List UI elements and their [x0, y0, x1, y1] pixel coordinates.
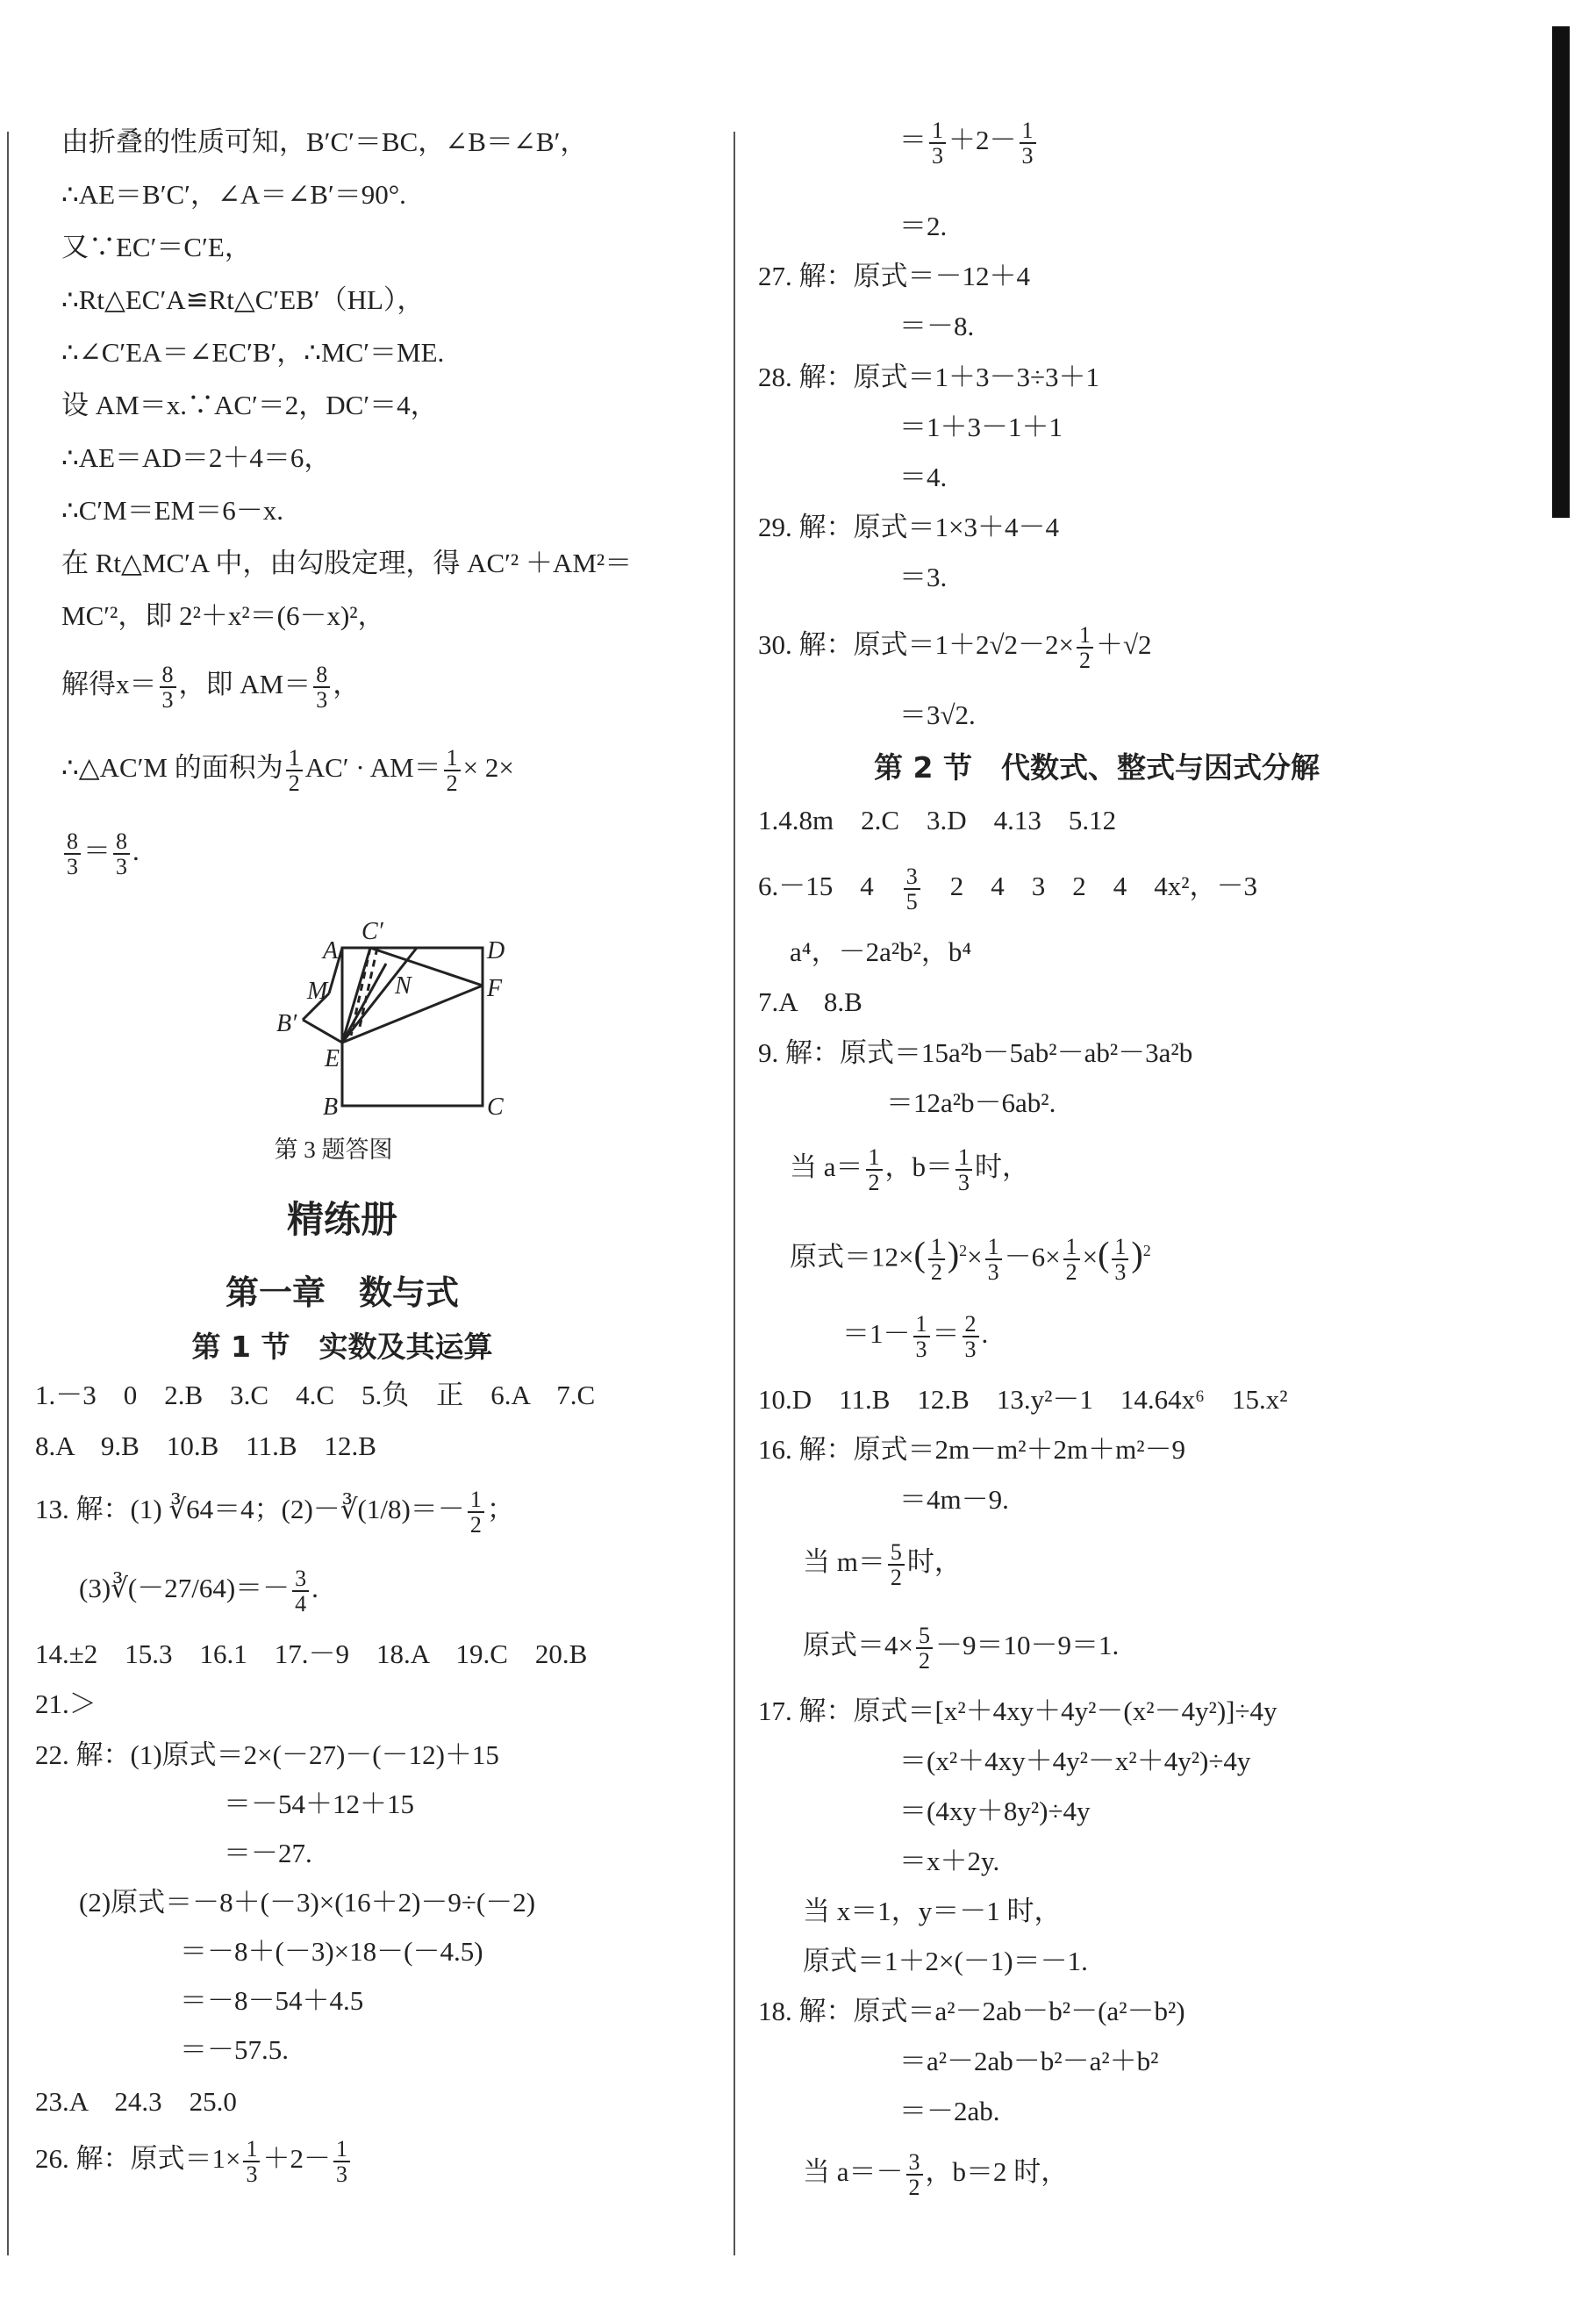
label-d: D	[487, 937, 505, 964]
q13-line: 13. 解：(1) ∛64＝4；(2)－∛(1/8)＝－ $\frac{1}{2}$ ；	[35, 1486, 514, 1538]
answer-line: 8.A 9.B 10.B 11.B 12.B	[35, 1430, 376, 1461]
q29-line: 29. 解：原式＝1×3＋4－4	[758, 512, 1059, 542]
book-title: 精练册	[286, 1198, 397, 1241]
fraction: $\frac{8}{3}$	[113, 829, 130, 879]
q30-line: 30. 解：原式＝1＋2√2－2× $\frac{1}{2}$ ＋√2	[758, 621, 1152, 673]
text-line: 在 Rt△MC′A 中，由勾股定理，得 AC′² ＋AM²＝	[61, 548, 633, 578]
answer-line: 14.±2 15.3 16.1 17.－9 18.A 19.C 20.B	[35, 1638, 588, 1669]
q13-line-3: (3)∛(－27/64)＝－ $\frac{3}{4}$ .	[79, 1565, 318, 1617]
fraction: $\frac{8}{3}$	[160, 663, 176, 713]
q27-line: 27. 解：原式＝－12＋4	[758, 261, 1030, 291]
q17-line: ＝(x²＋4xy＋4y²－x²＋4y²)÷4y	[899, 1746, 1251, 1776]
q9-when: 当 a＝ $\frac{1}{2}$ ，b＝ $\frac{1}{3}$ 时，	[790, 1144, 1030, 1195]
q16-line: ＝4m－9.	[899, 1484, 1009, 1515]
text-line: ∴Rt△EC′A≌Rt△C′EB′（HL），	[61, 284, 425, 315]
q6-line-2: a⁴，－2a²b²，b⁴	[790, 936, 972, 967]
q9-line: ＝12a²b－6ab².	[886, 1087, 1056, 1118]
q28-line: ＝4.	[899, 462, 948, 492]
fraction: $\frac{1}{2}$	[1077, 623, 1093, 673]
q17-line: ＝x＋2y.	[899, 1846, 1000, 1876]
q18-when: 当 a＝－ $\frac{3}{2}$ ，b＝2 时，	[803, 2148, 1069, 2200]
q28-line: 28. 解：原式＝1＋3－3÷3＋1	[758, 362, 1100, 392]
fraction: $\frac{3}{2}$	[906, 2150, 923, 2200]
fraction: $\frac{3}{4}$	[292, 1567, 309, 1617]
column-divider	[734, 132, 735, 2255]
text-line: ∴AE＝AD＝2＋4＝6，	[61, 442, 332, 473]
fraction: $\frac{1}{2}$	[286, 746, 303, 796]
fraction: $\frac{1}{3}$	[955, 1145, 972, 1195]
fraction: $\frac{1}{3}$	[913, 1312, 930, 1362]
text-line: MC′²，即 2²＋x²＝(6－x)²，	[61, 600, 385, 631]
label-c1: C′	[361, 918, 383, 945]
text-line: 又∵EC′＝C′E，	[61, 232, 252, 262]
area-line: ∴△AC′M 的面积为 $\frac{1}{2}$ AC′ · AM＝ $\frac{1}{2}$ × 2×	[61, 744, 514, 796]
q9-result: ＝1－ $\frac{1}{3}$ ＝ $\frac{2}{3}$ .	[842, 1310, 989, 1362]
section-title: 第 1 节 实数及其运算	[191, 1330, 493, 1364]
q16-eval: 原式＝4× $\frac{5}{2}$ －9＝10－9＝1.	[803, 1622, 1120, 1674]
label-c: C	[487, 1093, 504, 1121]
label-b: B	[323, 1093, 339, 1121]
q17-line: ＝(4xy＋8y²)÷4y	[899, 1796, 1091, 1826]
answer-line: 23.A 24.3 25.0	[35, 2086, 237, 2117]
text-line: ＝2.	[899, 211, 948, 241]
label-a: A	[323, 937, 339, 964]
q22-line: ＝－8－54＋4.5	[180, 1985, 364, 2016]
q22-line: (2)原式＝－8＋(－3)×(16＋2)－9÷(－2)	[79, 1887, 536, 1918]
text-line: ∴C′M＝EM＝6－x.	[61, 495, 283, 526]
fraction: $\frac{3}{5}$	[904, 864, 920, 914]
q26-line: 26. 解：原式＝1× $\frac{1}{3}$ ＋2－ $\frac{1}{3}$	[35, 2124, 353, 2194]
answer-line: 21.＞	[35, 1688, 97, 1719]
label-e: E	[325, 1045, 340, 1072]
q26-cont: ＝ $\frac{1}{3}$ ＋2－ $\frac{1}{3}$	[899, 105, 1039, 176]
q22-line: ＝－57.5.	[180, 2034, 289, 2065]
answer-line: 1.4.8m 2.C 3.D 4.13 5.12	[758, 805, 1117, 835]
q29-line: ＝3.	[899, 562, 948, 592]
label-m: M	[307, 978, 328, 1005]
fraction: $\frac{1}{3}$	[333, 2137, 350, 2187]
fraction: $\frac{5}{2}$	[916, 1624, 933, 1674]
fraction: $\frac{1}{2}$	[468, 1488, 484, 1538]
area-line-2: $\frac{8}{3}$ ＝ $\frac{8}{3}$ .	[61, 816, 140, 886]
q6-line: 6.－15 4 $\frac{3}{5}$ 2 4 3 2 4 4x²，－3	[758, 863, 1258, 914]
geometry-figure	[254, 895, 535, 1132]
q17-line: 原式＝1＋2×(－1)＝－1.	[803, 1946, 1088, 1976]
q30-result: ＝3√2.	[899, 699, 976, 730]
fraction: $\frac{1}{3}$	[929, 118, 946, 168]
q17-line: 当 x＝1，y＝－1 时，	[803, 1896, 1062, 1926]
fraction: $\frac{1}{2}$	[928, 1235, 945, 1285]
fraction: $\frac{8}{3}$	[64, 829, 81, 879]
fraction: $\frac{1}{2}$	[866, 1145, 883, 1195]
q16-when: 当 m＝ $\frac{5}{2}$ 时，	[803, 1538, 962, 1590]
text-line: ∴∠C′EA＝∠EC′B′，∴MC′＝ME.	[61, 337, 445, 368]
answer-line: 10.D 11.B 12.B 13.y²－1 14.64x⁶ 15.x²	[758, 1384, 1288, 1415]
fraction: $\frac{1}{2}$	[1063, 1235, 1080, 1285]
fraction: $\frac{1}{3}$	[1020, 118, 1036, 168]
label-f: F	[487, 975, 503, 1002]
fraction: $\frac{2}{3}$	[963, 1312, 979, 1362]
q27-line: ＝－8.	[899, 311, 975, 341]
text-line: 设 AM＝x.∵AC′＝2，DC′＝4，	[61, 390, 438, 420]
fraction: $\frac{1}{3}$	[985, 1235, 1002, 1285]
q18-line: ＝－2ab.	[899, 2096, 1000, 2126]
fraction: $\frac{1}{3}$	[1112, 1235, 1128, 1285]
q22-line: ＝－54＋12＋15	[224, 1789, 414, 1819]
text-line: ∴AE＝B′C′，∠A＝∠B′＝90°.	[61, 179, 406, 210]
solve-line: 解得x＝ $\frac{8}{3}$ ，即 AM＝ $\frac{8}{3}$ ，	[61, 661, 361, 713]
fraction: $\frac{5}{2}$	[888, 1540, 905, 1590]
chapter-title: 第一章 数与式	[225, 1273, 459, 1312]
q18-line: 18. 解：原式＝a²－2ab－b²－(a²－b²)	[758, 1996, 1185, 2026]
q22-line: 22. 解：(1)原式＝2×(－27)－(－12)＋15	[35, 1739, 499, 1770]
answer-line: 7.A 8.B	[758, 986, 862, 1017]
label-n: N	[395, 972, 412, 1000]
q22-line: ＝－27.	[224, 1838, 312, 1868]
page-edge-bar	[1552, 26, 1570, 518]
q22-line: ＝－8＋(－3)×18－(－4.5)	[180, 1936, 483, 1967]
q9-eval: 原式＝12×( $\frac{1}{2}$ )$^2$× $\frac{1}{3}$ －6× $\frac{1}{2}$ ×( $\frac{1}{3}$ )$^2$	[790, 1233, 1151, 1286]
fraction: $\frac{1}{2}$	[444, 746, 461, 796]
fraction: $\frac{1}{3}$	[243, 2137, 260, 2187]
q18-line: ＝a²－2ab－b²－a²＋b²	[899, 2046, 1159, 2076]
q17-line: 17. 解：原式＝[x²＋4xy＋4y²－(x²－4y²)]÷4y	[758, 1696, 1278, 1726]
fraction: $\frac{8}{3}$	[313, 663, 330, 713]
answer-line: 1.－3 0 2.B 3.C 4.C 5.负 正 6.A 7.C	[35, 1380, 596, 1410]
section-title: 第 2 节 代数式、整式与因式分解	[874, 750, 1320, 785]
label-b1: B′	[276, 1010, 297, 1037]
q28-line: ＝1＋3－1＋1	[899, 412, 1063, 442]
q16-line: 16. 解：原式＝2m－m²＋2m＋m²－9	[758, 1434, 1186, 1465]
text-line: 由折叠的性质可知，B′C′＝BC，∠B＝∠B′，	[61, 126, 588, 157]
figure-caption: 第 3 题答图	[274, 1136, 393, 1163]
q9-line: 9. 解：原式＝15a²b－5ab²－ab²－3a²b	[758, 1037, 1193, 1068]
left-margin-line	[7, 132, 9, 2255]
